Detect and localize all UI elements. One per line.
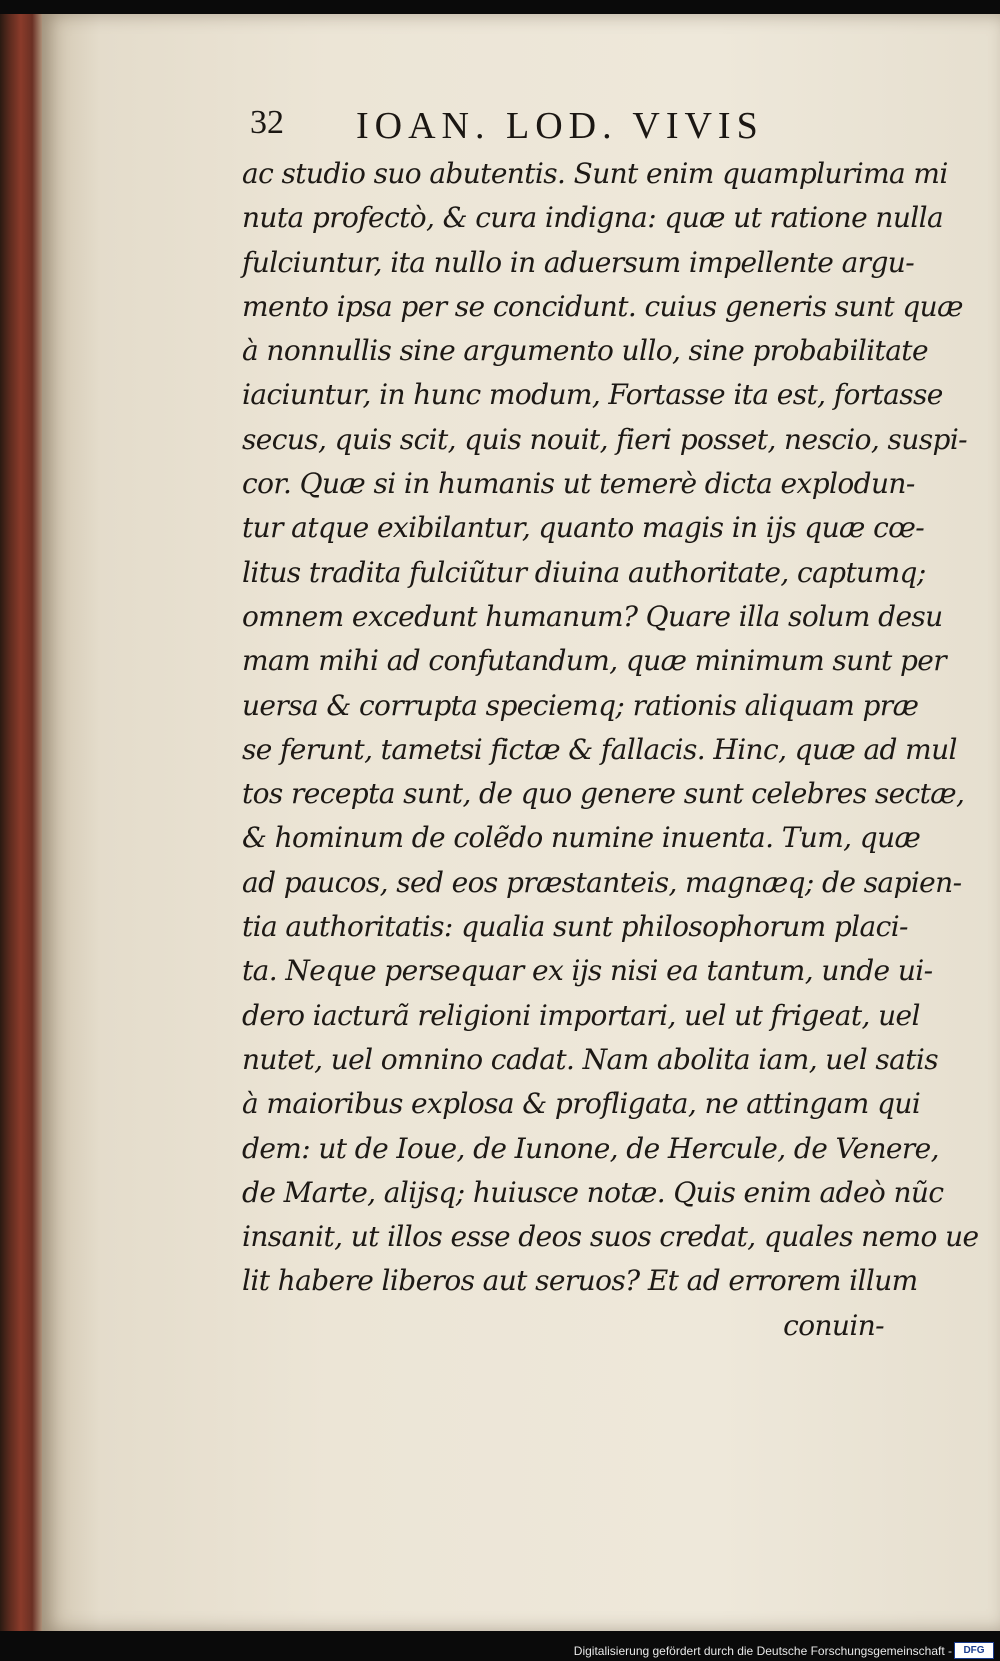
text-line: mento ipsa per se concidunt. cuius generis sunt quæ — [242, 289, 963, 323]
text-line: tur atque exibilantur, quanto magis in ijs quæ cœ- — [242, 511, 925, 545]
digitization-credit: Digitalisierung gefördert durch die Deutsche Forschungsgemeinschaft - — [573, 1644, 952, 1658]
text-line: dero iacturã religioni importari, uel ut frigeat, uel — [242, 998, 920, 1032]
text-line: ta. Neque persequar ex ijs nisi ea tantum, unde ui- — [242, 954, 933, 988]
text-line: litus tradita fulciũtur diuina authoritate, captumq; — [242, 555, 926, 589]
text-line: fulciuntur, ita nullo in aduersum impellente argu- — [242, 245, 915, 279]
top-scan-border — [0, 0, 1000, 14]
text-line: insanit, ut illos esse deos suos credat, quales nemo ue — [242, 1220, 979, 1254]
text-line: uersa & corrupta speciemq; rationis aliquam præ — [242, 688, 919, 722]
text-line: nuta profectò, & cura indigna: quæ ut ratione nulla — [242, 201, 944, 235]
page-number: 32 — [250, 104, 284, 141]
text-line: iaciuntur, in hunc modum, Fortasse ita est, fortasse — [242, 378, 943, 412]
book-spine-edge — [0, 14, 46, 1631]
running-title: IOAN. LOD. VIVIS — [356, 105, 764, 147]
body-text — [242, 152, 979, 1348]
text-line: à nonnullis sine argumento ullo, sine probabilitate — [242, 334, 928, 368]
text-line: nutet, uel omnino cadat. Nam abolita iam, uel satis — [242, 1042, 939, 1076]
text-line: se ferunt, tametsi fictæ & fallacis. Hinc, quæ ad mul — [242, 732, 957, 766]
catchword: conuin- — [783, 1308, 884, 1342]
text-line: omnem excedunt humanum? Quare illa solum desu — [242, 599, 943, 633]
text-line: & hominum de colẽdo numine inuenta. Tum, quæ — [242, 821, 921, 855]
text-line: tos recepta sunt, de quo genere sunt celebres sectæ, — [242, 777, 965, 811]
page-header — [250, 104, 850, 154]
text-line: mam mihi ad confutandum, quæ minimum sunt per — [242, 644, 947, 678]
text-line: secus, quis scit, quis nouit, fieri posset, nescio, suspi- — [242, 422, 968, 456]
text-line: tia authoritatis: qualia sunt philosophorum placi- — [242, 910, 908, 944]
text-line: de Marte, alijsq; huiusce notæ. Quis enim adeò nũc — [242, 1175, 944, 1209]
dfg-logo: DFG — [954, 1642, 994, 1659]
text-line: cor. Quæ si in humanis ut temerè dicta explodun- — [242, 467, 915, 501]
text-line: à maioribus explosa & profligata, ne attingam qui — [242, 1087, 921, 1121]
text-line: ac studio suo abutentis. Sunt enim quamplurima mi — [242, 157, 948, 190]
text-line: dem: ut de Ioue, de Iunone, de Hercule, de Venere, — [242, 1131, 939, 1165]
text-line: ad paucos, sed eos præstanteis, magnæq; de sapien- — [242, 865, 962, 899]
text-line: lit habere liberos aut seruos? Et ad errorem illum — [242, 1264, 918, 1298]
